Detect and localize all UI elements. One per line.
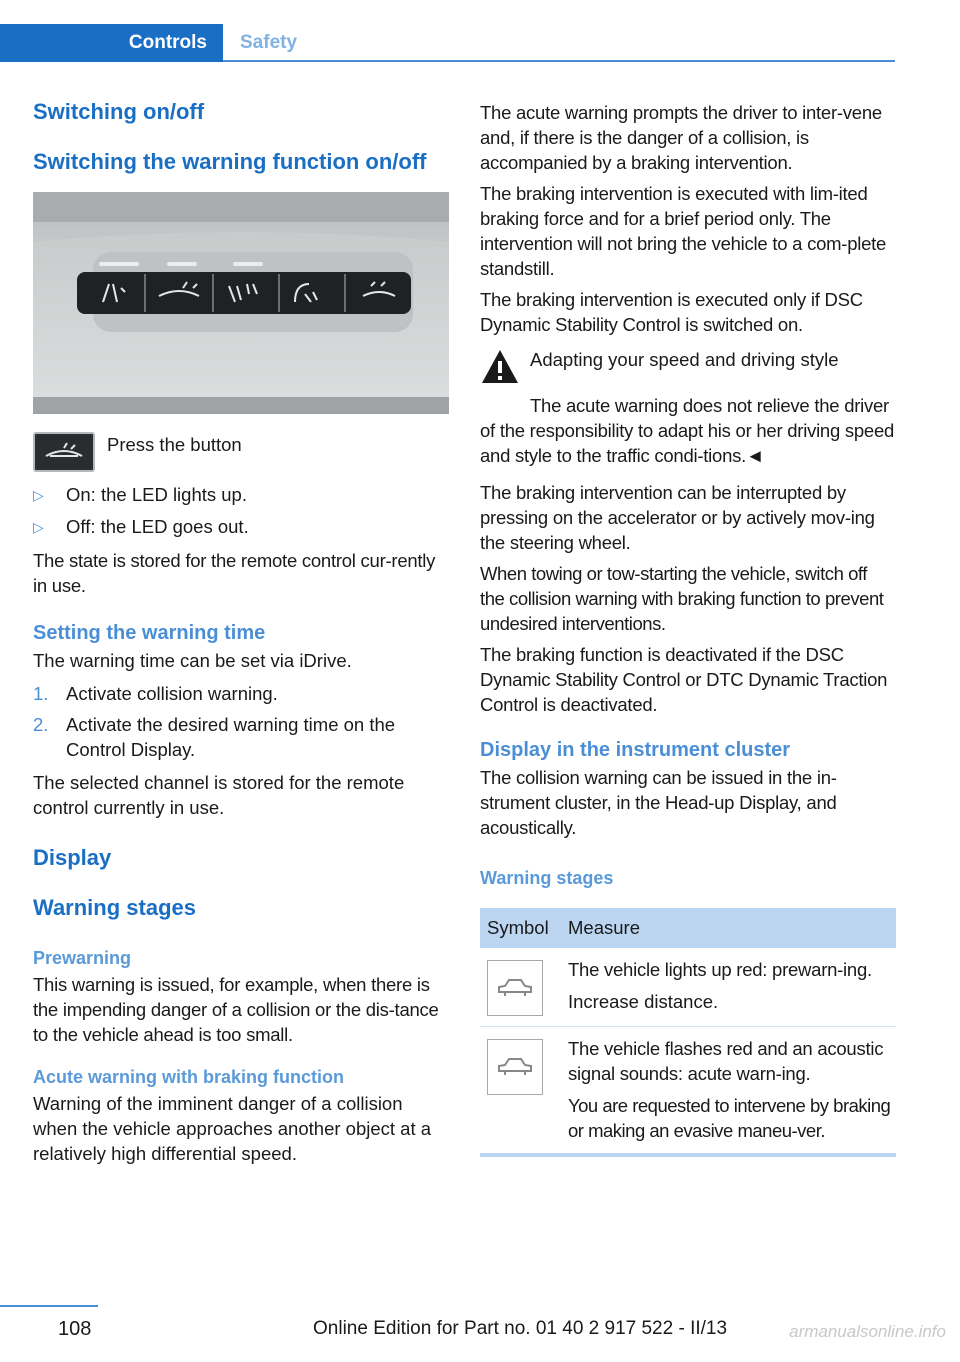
step-number: 1. — [33, 683, 49, 704]
measure-line: You are requested to intervene by braking or making an evasive maneu‐ver. — [568, 1095, 891, 1141]
para-deactivated: The braking function is deactivated if the DSC Dynamic Stability Control or DTC Dynamic Traction Control is deactivated. — [480, 644, 888, 715]
heading-switching: Switching on/off — [33, 99, 205, 124]
para-towing: When towing or tow-starting the vehicle, switch off the collision warning with braking function to prevent undesired interventions. — [480, 563, 884, 634]
bullet-text: Off: the LED goes out. — [66, 516, 249, 537]
press-button-text: Press the button — [107, 434, 242, 455]
footer-rule — [0, 1305, 98, 1307]
heading-acute-warning: Acute warning with braking function — [33, 1067, 345, 1087]
acute-warning-text: Warning of the imminent danger of a collision when the vehicle approaches another object at a relatively high differential speed. — [33, 1093, 432, 1164]
setting-text: The warning time can be set via iDrive. — [33, 650, 352, 671]
state-stored-text: The state is stored for the remote control cur‐rently in use. — [33, 550, 436, 596]
step-2 — [33, 712, 449, 762]
measure-cell — [561, 1027, 896, 1156]
para-dsc-required: The braking intervention is executed only if DSC Dynamic Stability Control is switched on. — [480, 289, 863, 335]
bullet-text: On: the LED lights up. — [66, 484, 247, 505]
tab-safety[interactable]: Safety — [240, 32, 298, 53]
triangle-bullet-icon: ▷ — [33, 487, 44, 503]
symbol-cell — [480, 1027, 561, 1156]
para-braking-limited: The braking intervention is executed with lim‐ited braking force and for a brief period only. The intervention will not bring the vehicle to a com‐plete standstill. — [480, 183, 887, 279]
bullet-on — [33, 482, 449, 508]
measure-cell — [561, 948, 896, 1027]
tab-controls[interactable]: Controls — [0, 24, 223, 62]
heading-prewarning: Prewarning — [33, 948, 132, 968]
prewarning-text: This warning is issued, for example, when there is the impending danger of a collision or the dis‐tance to the vehicle ahead is too small. — [33, 974, 439, 1045]
col-symbol: Symbol — [480, 908, 561, 948]
warning-stages-table — [480, 908, 896, 1157]
left-column — [33, 98, 449, 1166]
symbol-cell — [480, 948, 561, 1027]
collision-warning-button-icon — [33, 432, 95, 472]
page-number: 108 — [58, 1318, 92, 1340]
warning-body: The acute warning does not relieve the driver of the responsibility to adapt his or her driving speed and style to the traffic condi‐tions.◄ — [480, 395, 895, 466]
press-button-line — [33, 432, 449, 472]
heading-warning-stages-table: Warning stages — [480, 868, 614, 888]
table-row — [480, 948, 896, 1027]
button-panel-photo — [33, 192, 449, 414]
warning-note — [480, 347, 896, 387]
heading-warning-stages: Warning stages — [33, 895, 196, 920]
right-column — [480, 100, 896, 1157]
bullet-off — [33, 514, 449, 540]
cluster-text: The collision warning can be issued in the in‐strument cluster, in the Head-up Display, and acoustically. — [480, 767, 837, 838]
triangle-bullet-icon: ▷ — [33, 519, 44, 535]
heading-setting-warning-time: Setting the warning time — [33, 622, 266, 644]
heading-switching-warning: Switching the warning function on/off — [33, 149, 427, 174]
measure-line: Increase distance. — [568, 991, 719, 1012]
vehicle-flashing-icon — [487, 1039, 543, 1095]
step-number: 2. — [33, 714, 49, 735]
edition-text: Online Edition for Part no. 01 40 2 917 522 - II/13 — [313, 1318, 728, 1339]
heading-instrument-cluster: Display in the instrument cluster — [480, 739, 791, 761]
para-interrupt: The braking intervention can be interrupted by pressing on the accelerator or by actively mov‐ing the steering wheel. — [480, 482, 875, 553]
watermark: armanualsonline.info — [789, 1322, 946, 1341]
step-text: Activate collision warning. — [66, 683, 278, 704]
table-row — [480, 1027, 896, 1156]
heading-display: Display — [33, 845, 112, 870]
para-acute-prompts: The acute warning prompts the driver to inter‐vene and, if there is the danger of a collision, is accompanied by a braking intervention. — [480, 102, 882, 173]
vehicle-red-icon — [487, 960, 543, 1016]
step-text: Activate the desired warning time on the Control Display. — [66, 714, 396, 760]
measure-line: The vehicle lights up red: prewarn‐ing. — [568, 959, 872, 980]
measure-line: The vehicle flashes red and an acoustic signal sounds: acute warn‐ing. — [568, 1038, 884, 1084]
step-1 — [33, 681, 449, 706]
col-measure: Measure — [561, 908, 896, 948]
warning-title: Adapting your speed and driving style — [530, 349, 839, 370]
channel-stored-text: The selected channel is stored for the remote control currently in use. — [33, 772, 405, 818]
warning-triangle-icon — [480, 347, 520, 387]
